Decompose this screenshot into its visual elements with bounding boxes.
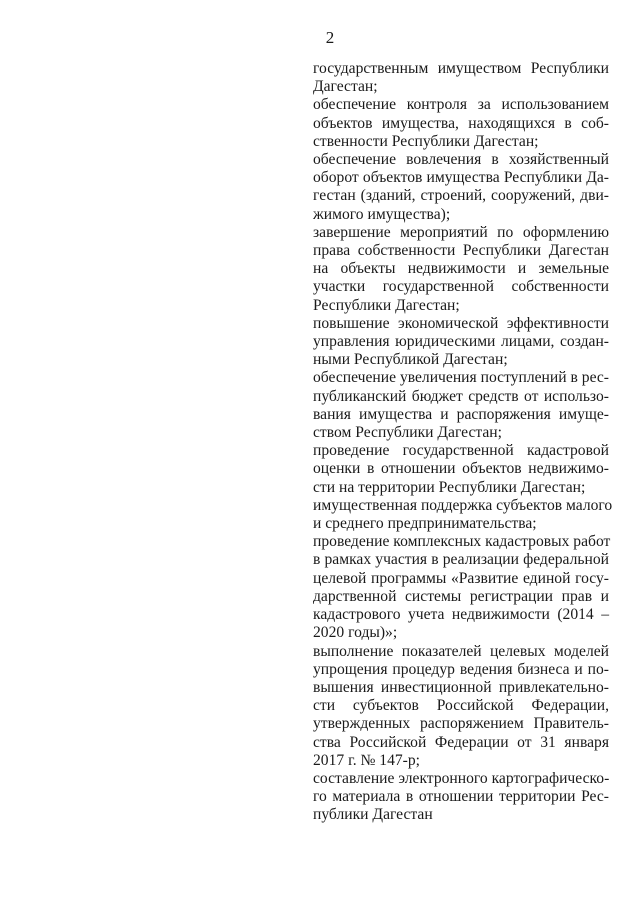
text-line: государственным имуществом Республики (313, 60, 609, 77)
text-line: утвержденных распоряжением Правитель- (313, 715, 609, 733)
text-line: ства Российской Федерации от 31 января (313, 733, 609, 751)
text-line: обеспечение увеличения поступлений в рес- (313, 369, 609, 387)
goal-list-item (313, 496, 613, 533)
text-line: сти на территории Республики Дагестан; (313, 478, 586, 496)
text-line: в рамках участия в реализации федеральной (313, 551, 609, 569)
text-line: 2017 г. № 147-р; (313, 751, 421, 769)
text-line: имущественная поддержка субъектов малого (313, 496, 613, 514)
text-line: целевой программы «Развитие единой госу- (313, 569, 609, 587)
text-line: Республики Дагестан; (313, 296, 460, 314)
goal-list-item (313, 224, 609, 315)
text-line: участки государственной собственности (313, 278, 609, 296)
text-line: и среднего предпринимательства; (313, 515, 537, 533)
text-line: ством Республики Дагестан; (313, 424, 502, 442)
text-line: го материала в отношении территории Рес- (313, 788, 609, 806)
goal-list-item (313, 96, 609, 151)
text-line: оборот объектов имущества Республики Да- (313, 169, 609, 187)
text-line: объектов имущества, находящихся в соб- (313, 114, 609, 132)
text-line: кадастрового учета недвижимости (2014 – (313, 606, 609, 624)
text-line: Дагестан; (313, 78, 378, 96)
text-line: дарственной системы регистрации прав и (313, 587, 609, 605)
text-line: завершение мероприятий по оформлению (313, 223, 609, 241)
text-line: жимого имущества); (313, 205, 451, 223)
text-line: на объекты недвижимости и земельные (313, 260, 609, 278)
text-line: выполнение показателей целевых моделей (313, 642, 609, 660)
body-text-column (313, 60, 613, 825)
text-line: публиканский бюджет средств от использо- (313, 387, 609, 405)
goal-list-item (313, 770, 609, 825)
text-line: проведение комплексных кадастровых работ (313, 533, 611, 551)
text-line: права собственности Республики Дагестан (313, 242, 609, 260)
text-line: повышение экономической эффективности (313, 314, 609, 332)
text-line: проведение государственной кадастровой (313, 442, 609, 460)
text-line: оценки в отношении объектов недвижимо- (313, 460, 609, 478)
text-line: обеспечение контроля за использованием (313, 96, 609, 114)
goal-list-item (313, 315, 609, 370)
goal-list-item (313, 369, 609, 442)
text-line: ственности Республики Дагестан; (313, 132, 539, 150)
text-line: составление электронного картографическо- (313, 769, 610, 787)
text-line: вания имущества и распоряжения имуще- (313, 405, 609, 423)
text-line: сти субъектов Российской Федерации, (313, 697, 609, 715)
text-line: гестан (зданий, строений, сооружений, дви- (313, 187, 609, 205)
goal-list-item (313, 533, 609, 642)
text-line: упрощения процедур ведения бизнеса и по- (313, 660, 609, 678)
text-line: обеспечение вовлечения в хозяйственный (313, 151, 609, 169)
page-number: 2 (325, 28, 335, 47)
text-line: ными Республикой Дагестан; (313, 351, 508, 369)
text-line: вышения инвестиционной привлекательно- (313, 678, 609, 696)
goal-list-item (313, 442, 609, 497)
text-line: управления юридическими лицами, создан- (313, 333, 609, 351)
text-line: 2020 годы)»; (313, 624, 398, 642)
goal-list-item (313, 60, 609, 96)
text-line: публики Дагестан (313, 806, 433, 824)
goal-list-item (313, 643, 609, 770)
goal-list-item (313, 151, 609, 224)
